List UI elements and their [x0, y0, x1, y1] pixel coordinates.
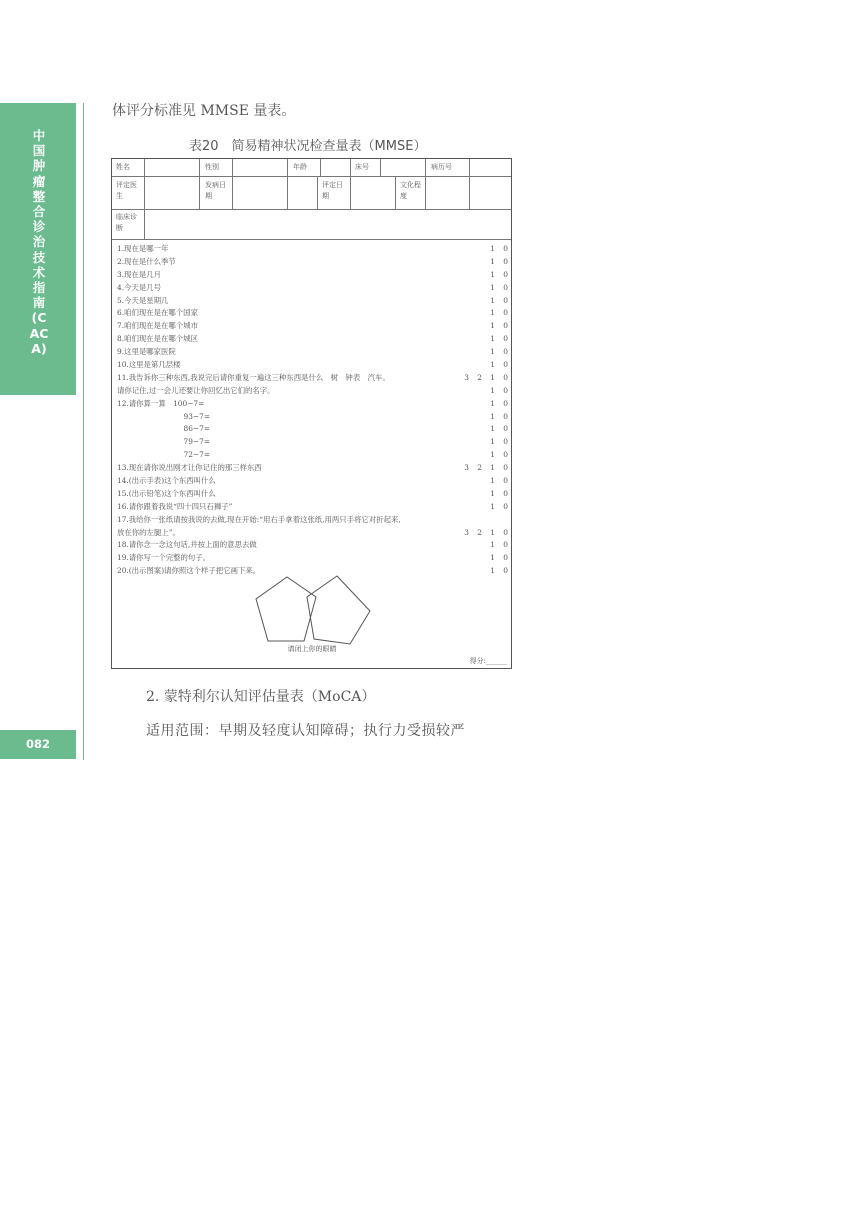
question-list: [117, 243, 511, 578]
list-item: 请你记住,过一会儿还要让你回忆出它们的名字。 1 0: [117, 385, 508, 395]
list-item: 11.我告诉你三种东西,我说完后请你重复一遍这三种东西是什么 树 钟表 汽车。 3 2 1 0: [117, 372, 508, 382]
section-heading: 2. 蒙特利尔认知评估量表（MoCA）: [146, 689, 376, 705]
score-field: 得分:______: [469, 657, 507, 665]
list-item: 86−7= 1 0: [117, 424, 508, 434]
row-divider: [112, 209, 511, 210]
cell: [351, 176, 396, 209]
label-age: 年龄: [293, 163, 307, 171]
cell: [426, 176, 470, 209]
cell: [426, 159, 470, 176]
cell: [318, 176, 351, 209]
list-item: 14.(出示手表)这个东西叫什么 1 0: [117, 476, 508, 486]
list-item: 79−7= 1 0: [117, 437, 508, 447]
cell: [112, 176, 145, 209]
list-item: 5.今天是星期几 1 0: [117, 295, 508, 305]
cell: [145, 176, 200, 209]
label-gender: 性别: [205, 163, 219, 171]
list-item: 72−7= 1 0: [117, 450, 508, 460]
cell: [288, 159, 321, 176]
list-item: 2.现在是什么季节 1 0: [117, 256, 508, 266]
intro-text: 体评分标准见 MMSE 量表。: [112, 103, 296, 119]
cell: [288, 176, 318, 209]
body-paragraph: 适用范围：早期及轻度认知障碍；执行力受损较严: [146, 723, 465, 739]
list-item: 19.请你写一个完整的句子。 1 0: [117, 553, 508, 563]
label-bed: 床号: [355, 163, 369, 171]
label-record: 病历号: [431, 163, 452, 171]
label-doctor: 评定医生: [116, 181, 137, 200]
label-diagnosis: 临床诊断: [116, 213, 137, 232]
page-number: 082: [25, 737, 50, 751]
list-item: 93−7= 1 0: [117, 411, 508, 421]
list-item: 18.请你念一念这句话,并按上面的意思去做 1 0: [117, 540, 508, 550]
label-name: 姓名: [116, 163, 130, 171]
list-item: 6.咱们现在是在哪个国家 1 0: [117, 308, 508, 318]
list-item: 3.现在是几月 1 0: [117, 269, 508, 279]
close-eyes-instruction: 请闭上你的眼睛: [287, 645, 337, 653]
list-item: 放在你的左腿上”。 3 2 1 0: [117, 527, 508, 537]
cell: [321, 159, 351, 176]
mmse-form: [111, 158, 512, 669]
margin-rule: [83, 103, 84, 760]
cell: [381, 159, 426, 176]
cell: [145, 159, 200, 176]
cell: [200, 176, 233, 209]
list-item: 7.咱们现在是在哪个城市 1 0: [117, 321, 508, 331]
cell: [396, 176, 426, 209]
cell: [351, 159, 381, 176]
cell: [233, 159, 288, 176]
cell: [112, 209, 145, 239]
list-item: 12.请你算一算 100−7= 1 0: [117, 398, 508, 408]
list-item: 20.(出示图案)请你照这个样子把它画下来。 1 0: [117, 566, 508, 576]
label-education: 文化程度: [400, 181, 421, 200]
row-divider: [112, 239, 511, 240]
cell: [233, 176, 288, 209]
label-onset: 发病日期: [205, 181, 226, 200]
list-item: 9.这里是哪家医院 1 0: [117, 347, 508, 357]
list-item: 1.现在是哪一年 1 0: [117, 244, 508, 253]
list-item: 4.今天是几号 1 0: [117, 282, 508, 292]
sidebar-title: 中国肿瘤整合诊治技术指南(CACA): [29, 128, 49, 356]
list-item: 17.我给你一张纸请按我说的去做,现在开始:“用右手拿着这张纸,用两只手将它对折起来,: [117, 514, 401, 524]
list-item: 13.现在请你说出刚才让你记住的那三样东西 3 2 1 0: [117, 463, 508, 473]
list-item: 10.这里是第几层楼 1 0: [117, 360, 508, 370]
table-caption: 表20 简易精神状况检查量表（MMSE）: [189, 139, 427, 154]
cell: [112, 159, 145, 176]
list-item: 15.(出示铅笔)这个东西叫什么 1 0: [117, 488, 508, 498]
list-item: 8.咱们现在是在哪个城区 1 0: [117, 334, 508, 344]
cell: [200, 159, 233, 176]
intersecting-pentagons-drawing: [252, 569, 377, 647]
list-item: 16.请你跟着我说“四十四只石狮子” 1 0: [117, 501, 508, 511]
label-eval-date: 评定日期: [322, 181, 343, 200]
